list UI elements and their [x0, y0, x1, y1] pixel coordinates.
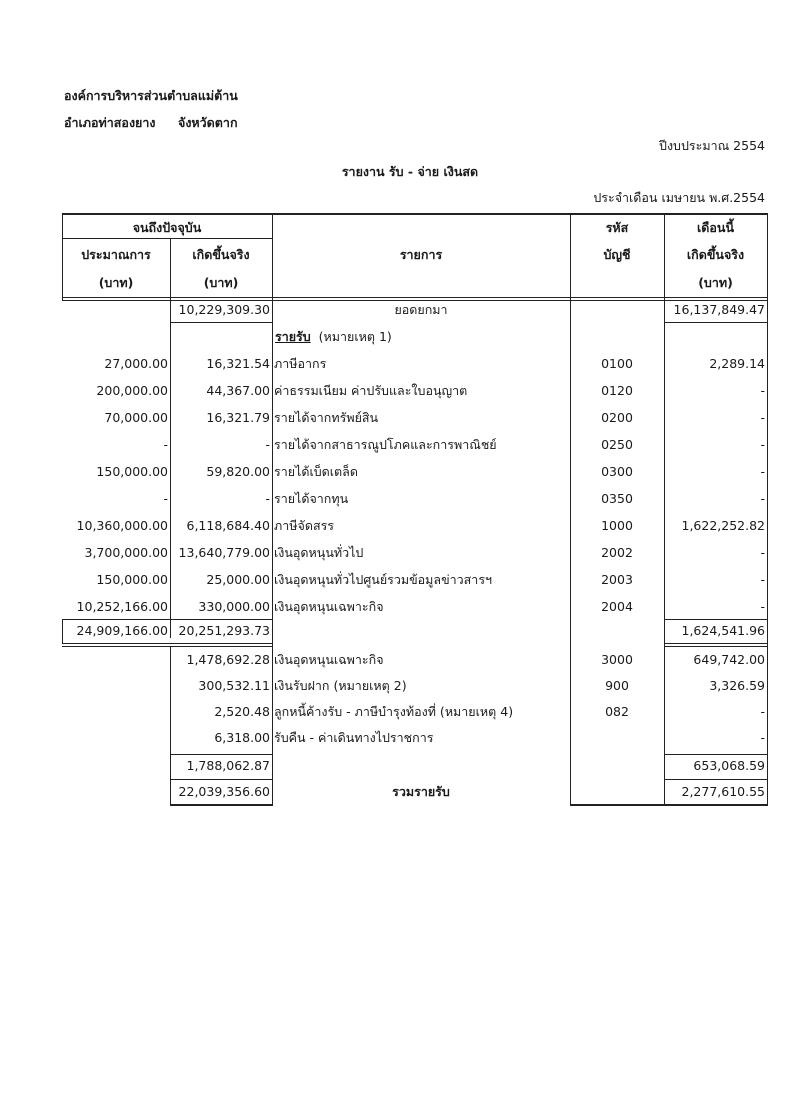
- table-top-border: [62, 213, 768, 215]
- row2-month: 649,742.00: [693, 652, 765, 667]
- vline-right: [767, 213, 768, 806]
- col-month-unit: (บาท): [698, 275, 733, 290]
- total-bottom-border: [170, 804, 272, 806]
- row-code: 2003: [601, 572, 633, 587]
- row-item: เงินอุดหนุนทั่วไป: [274, 545, 364, 560]
- vline-actual-left-lower: [170, 646, 171, 806]
- report-title: รายงาน รับ - จ่าย เงินสด: [341, 164, 479, 179]
- fiscal-year: ปีงบประมาณ 2554: [659, 138, 765, 153]
- col-item: รายการ: [399, 247, 443, 262]
- subtotal-top-border: [62, 619, 272, 620]
- subtotal2-month-bottom-border: [664, 779, 767, 780]
- row-estimate: 27,000.00: [104, 356, 168, 371]
- row-code: 2004: [601, 599, 633, 614]
- vline-left-subtotal: [62, 619, 63, 643]
- row-code: 0300: [601, 464, 633, 479]
- revenue-heading: [275, 329, 392, 345]
- row-estimate: 3,700,000.00: [84, 545, 168, 560]
- col-actual: เกิดขึ้นจริง: [192, 247, 250, 262]
- total-actual: 22,039,356.60: [178, 784, 270, 799]
- row2-actual: 1,478,692.28: [186, 652, 270, 667]
- row2-item: เงินรับฝาก (หมายเหตุ 2): [274, 678, 407, 693]
- row2-month: -: [760, 704, 765, 719]
- subtotal-bottom-border-2: [62, 646, 272, 647]
- total-month: 2,277,610.55: [681, 784, 765, 799]
- revenue-heading-label: รายรับ: [275, 329, 311, 344]
- carried-forward-actual: 10,229,309.30: [178, 302, 270, 317]
- carried-forward-underline: [170, 322, 272, 323]
- row2-item: เงินอุดหนุนเฉพาะกิจ: [274, 652, 384, 667]
- subtotal2-bottom-border: [170, 779, 272, 780]
- row-estimate: -: [163, 491, 168, 506]
- row-item: ภาษีอากร: [274, 356, 327, 371]
- row-item: รายได้เบ็ดเตล็ด: [274, 464, 358, 479]
- org-name: องค์การบริหารส่วนตำบลแม่ต้าน: [64, 88, 238, 103]
- row-actual: 6,118,684.40: [186, 518, 270, 533]
- subtotal-bottom-border: [62, 643, 272, 644]
- subtotal-month-bottom-border: [664, 643, 767, 644]
- row-item: ค่าธรรมเนียม ค่าปรับและใบอนุญาต: [274, 383, 468, 398]
- row-estimate: 150,000.00: [96, 572, 168, 587]
- row-actual: 16,321.79: [206, 410, 270, 425]
- row-estimate: 150,000.00: [96, 464, 168, 479]
- row2-month: 3,326.59: [709, 678, 765, 693]
- subtotal2-top-border: [170, 754, 272, 755]
- row-code: 0100: [601, 356, 633, 371]
- row-estimate: 70,000.00: [104, 410, 168, 425]
- col-estimate: ประมาณการ: [81, 247, 151, 262]
- revenue-heading-note: (หมายเหตุ 1): [318, 329, 392, 344]
- district-name: อำเภอท่าสองยาง: [64, 115, 156, 130]
- row-code: 0120: [601, 383, 633, 398]
- row-actual: -: [265, 437, 270, 452]
- vline-code-month: [664, 213, 665, 806]
- row2-actual: 6,318.00: [214, 730, 270, 745]
- row2-actual: 300,532.11: [198, 678, 270, 693]
- row-code: 0200: [601, 410, 633, 425]
- carried-forward-label: ยอดยกมา: [394, 302, 448, 317]
- row2-month: -: [760, 730, 765, 745]
- row-actual: 16,321.54: [206, 356, 270, 371]
- to-date-underline: [62, 238, 272, 239]
- carried-forward-month-underline: [664, 322, 767, 323]
- subtotal-month-top-border: [664, 619, 767, 620]
- row2-code: 3000: [601, 652, 633, 667]
- subtotal2-month-top-border: [664, 754, 767, 755]
- row2-item: รับคืน - ค่าเดินทางไปราชการ: [274, 730, 434, 745]
- row-month: -: [760, 491, 765, 506]
- row-code: 1000: [601, 518, 633, 533]
- header-bottom-border-2: [62, 300, 768, 301]
- row-estimate: 10,252,166.00: [76, 599, 168, 614]
- row-estimate: 10,360,000.00: [76, 518, 168, 533]
- vline-estimate-actual: [170, 238, 171, 638]
- row-actual: 44,367.00: [206, 383, 270, 398]
- col-this-month: เดือนนี้: [697, 220, 734, 235]
- row-item: รายได้จากทุน: [274, 491, 349, 506]
- col-month-actual: เกิดขึ้นจริง: [686, 247, 745, 262]
- col-code-2: บัญชี: [603, 247, 631, 262]
- row-item: เงินอุดหนุนทั่วไปศูนย์รวมข้อมูลข่าวสารฯ: [274, 572, 493, 587]
- total-label: รวมรายรับ: [392, 784, 450, 799]
- report-period: ประจำเดือน เมษายน พ.ศ.2554: [593, 190, 765, 205]
- row-code: 0250: [601, 437, 633, 452]
- row-month: -: [760, 599, 765, 614]
- subtotal-month: 1,624,541.96: [681, 623, 765, 638]
- carried-forward-month: 16,137,849.47: [673, 302, 765, 317]
- row-item: รายได้จากทรัพย์สิน: [274, 410, 379, 425]
- row2-actual: 2,520.48: [214, 704, 270, 719]
- subtotal-actual: 20,251,293.73: [178, 623, 270, 638]
- subtotal2-actual: 1,788,062.87: [186, 758, 270, 773]
- row-month: -: [760, 464, 765, 479]
- col-estimate-unit: (บาท): [98, 275, 134, 290]
- row-month: 2,289.14: [709, 356, 765, 371]
- row-estimate: 200,000.00: [96, 383, 168, 398]
- row-actual: 59,820.00: [206, 464, 270, 479]
- row-code: 2002: [601, 545, 633, 560]
- row-month: -: [760, 437, 765, 452]
- row-estimate: -: [163, 437, 168, 452]
- row-item: รายได้จากสาธารณูปโภคและการพาณิชย์: [274, 437, 497, 452]
- header-bottom-border: [62, 297, 768, 298]
- row-actual: 330,000.00: [198, 599, 270, 614]
- row2-item: ลูกหนี้ค้างรับ - ภาษีบำรุงท้องที่ (หมายเหตุ 4): [274, 704, 514, 719]
- row-month: -: [760, 545, 765, 560]
- row-actual: 25,000.00: [206, 572, 270, 587]
- row-item: ภาษีจัดสรร: [274, 518, 334, 533]
- subtotal2-month: 653,068.59: [693, 758, 765, 773]
- row-month: 1,622,252.82: [681, 518, 765, 533]
- row-month: -: [760, 572, 765, 587]
- row-actual: -: [265, 491, 270, 506]
- subtotal-estimate: 24,909,166.00: [76, 623, 168, 638]
- col-code-1: รหัส: [605, 220, 629, 235]
- row-item: เงินอุดหนุนเฉพาะกิจ: [274, 599, 384, 614]
- row-code: 0350: [601, 491, 633, 506]
- total-code-bottom-border: [570, 804, 664, 806]
- col-to-date: จนถึงปัจจุบัน: [132, 220, 202, 235]
- row-month: -: [760, 383, 765, 398]
- row2-code: 082: [605, 704, 629, 719]
- col-actual-unit: (บาท): [203, 275, 239, 290]
- province-name: จังหวัดตาก: [178, 115, 238, 130]
- row-month: -: [760, 410, 765, 425]
- row-actual: 13,640,779.00: [178, 545, 270, 560]
- subtotal-month-bottom-border-2: [664, 646, 767, 647]
- total-month-bottom-border: [664, 804, 767, 806]
- row2-code: 900: [605, 678, 629, 693]
